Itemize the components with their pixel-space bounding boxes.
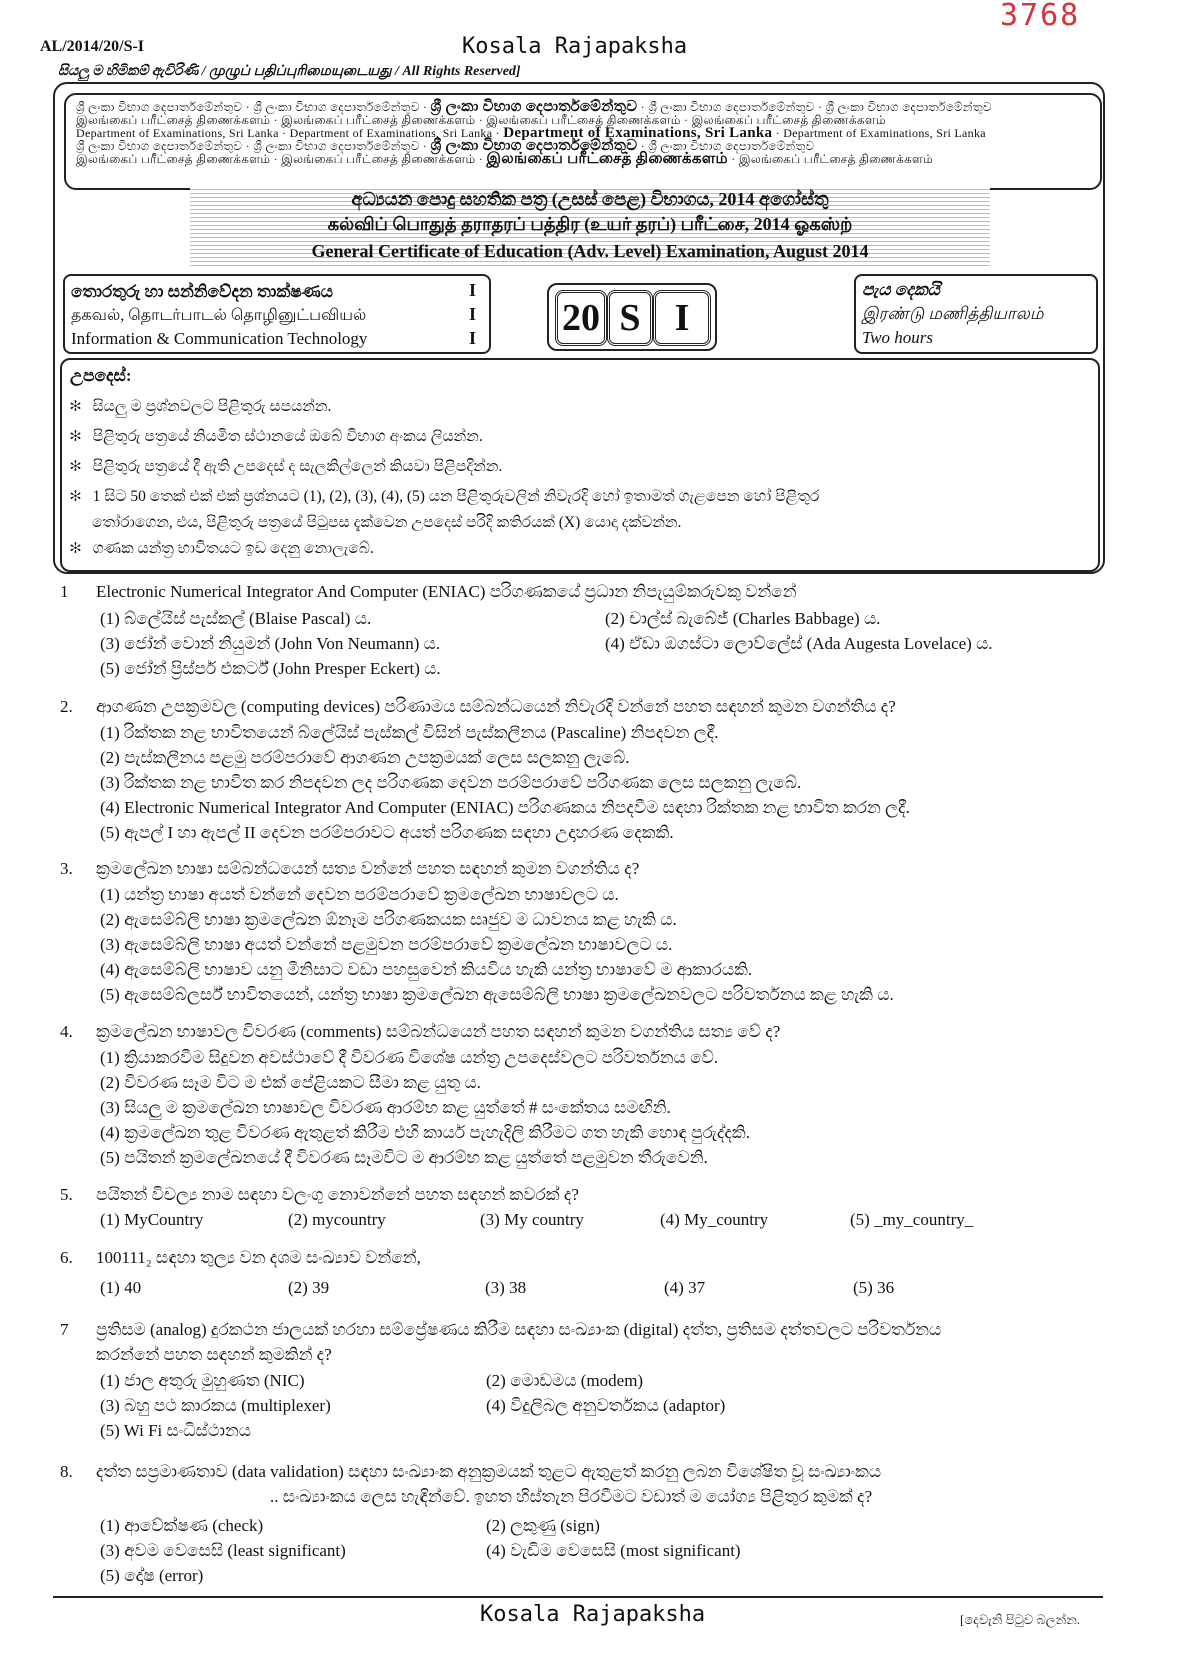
question-7-number: 7 (60, 1320, 69, 1339)
question-3-option-5[interactable]: (5) ඇසෙම්බ්ලර්ස් භාවිතයෙන්, යන්ත්‍ර භාෂා ක්‍රමලේඛන ඇසෙම්බ්ලි භාෂා ක්‍රමලේඛනවලට පරිවර්තනය කළ හැකි ය. (100, 985, 894, 1004)
dept-line-tamil-2: இலங்கைப் பரீட்சைத் திணைக்களம் · இலங்கைப் பரீட்சைத் திணைக்களம் · இலங்கைப் பரீட்சைத் திணைக்களம் · இலங்கைப் பரீட்சைத் திணைக்களம் (76, 151, 934, 167)
code-box-stream: S (607, 290, 653, 346)
department-banner (64, 93, 1102, 190)
instructions-box (60, 358, 1100, 572)
instruction-1: ✻ සියලු ම ප්‍රශ්නවලට පිළිතුරු සපයන්න. (70, 398, 332, 415)
instruction-4: ✻ 1 සිට 50 තෙක් එක් එක් ප්‍රශ්නයට (1), (2), (3), (4), (5) යන පිළිතුරුවලින් නිවැරදි හෝ ඉතාමත් ගැළපෙන හෝ පිළිතුර (70, 488, 820, 505)
question-1-option-5[interactable]: (5) ජෝන් ප්‍රිස්පර් එකර්ට් (John Presper Eckert) ය. (100, 659, 441, 678)
question-7-option-4[interactable]: (4) විදුලිබල අනුවර්තකය (adaptor) (486, 1396, 726, 1415)
question-2-number: 2. (60, 697, 73, 716)
question-4-option-5[interactable]: (5) පයිතන් ක්‍රමලේඛනයේ දී විවරණ සෑමවිට ම ආරම්භ කළ යුත්තේ පළමුවන තීරුවෙනි. (100, 1148, 708, 1167)
instruction-4-cont: තෝරාගෙන, එය, පිළිතුරු පත්‍රයේ පිටුපස දැක්වෙන උපදෙස් පරිදි කතිරයක් (X) යොදා දක්වන්න. (92, 514, 682, 531)
exam-title-sinhala: අධ්‍යයන පොදු සහතික පත්‍ර (උසස් පෙළ) විභාගය, 2014 අගෝස්තු (351, 189, 829, 209)
turn-page-note: [දෙවැනි පිටුව බලන්න. (960, 1612, 1081, 1627)
dept-line-tamil: இலங்கைப் பரீட்சைத் திணைக்களம் · இலங்கைப் பரீட்சைத் திணைக்களம் · இலங்கைப் பரீட்சைத் திணைக்களம் · இலங்கைப் பரீட்சைத் திணைக்களம் (76, 113, 886, 127)
question-7-text-1: ප්‍රතිසම (analog) දුරකථන ජාලයක් හරහා සම්ප්‍රේෂණය කිරීම සඳහා සංඛ්‍යාංක (digital) දත්ත, ප්‍රතිසම දත්තවලට පරිවර්තනය (96, 1320, 942, 1339)
question-7-text-2: කරන්නේ පහත සඳහන් කුමකින් ද? (96, 1345, 332, 1364)
question-5-option-1[interactable]: (1) MyCountry (100, 1210, 204, 1229)
question-5-text: පයිතන් විචල්‍ය නාම සඳහා වලංගු නොවන්නේ පහත සඳහන් කවරක් ද? (96, 1185, 579, 1204)
question-8-option-4[interactable]: (4) වැඩිම වෙසෙසි (most significant) (486, 1541, 741, 1560)
question-8-option-2[interactable]: (2) ලකුණු (sign) (486, 1516, 600, 1535)
question-1-option-3[interactable]: (3) ජෝන් වොන් නියුමන් (John Von Neumann) ය. (100, 634, 441, 653)
subject-box (63, 274, 491, 354)
question-5-number: 5. (60, 1185, 73, 1204)
question-8-number: 8. (60, 1462, 73, 1481)
question-2-option-3[interactable]: (3) රික්තක නළ භාවිත කර නිපදවන ලද පරිගණක දෙවන පරම්පරාවේ පරිගණක ලෙස සලකනු ලැබේ. (100, 773, 802, 792)
question-3-option-3[interactable]: (3) ඇසෙම්බ්ලි භාෂා අයත් වන්නේ පළමුවන පරම්පරාවේ ක්‍රමලේඛන භාෂාවලට ය. (100, 935, 673, 954)
paper-code: AL/2014/20/S-I (40, 38, 145, 55)
dept-line-sinhala: ශ්‍රී ලංකා විභාග දෙපාර්තමේන්තුව · ශ්‍රී ලංකා විභාග දෙපාර්තමේන්තුව · ශ්‍රී ලංකා විභාග දෙපාර්තමේන්තුව · ශ්‍රී ලංකා විභාග දෙපාර්තමේන්තුව · ශ්‍රී ලංකා විභාග දෙපාර්තමේන්තුව (76, 99, 992, 115)
question-8-option-3[interactable]: (3) අවම වෙසෙසි (least significant) (100, 1541, 346, 1560)
instruction-2: ✻ පිළිතුරු පත්‍රයේ නියමිත ස්ථානයේ ඔබේ විභාග අංකය ලියන්න. (70, 428, 483, 445)
dept-line-english: Department of Examinations, Sri Lanka · Department of Examinations, Sri Lanka · Department of Examinations, Sri Lanka · Department of Examinations, Sri Lanka (76, 125, 986, 141)
subject-tamil: தகவல், தொடர்பாடல் தொழினுட்பவியல் (71, 307, 367, 324)
subject-part-3: I (469, 328, 477, 348)
owner-name-top: Kosala Rajapaksha (462, 34, 688, 59)
question-1-text: Electronic Numerical Integrator And Computer (ENIAC) පරිගණකයේ ප්‍රධාන නිපැයුම්කරුවකු වන්නේ (96, 582, 797, 601)
exam-title-tamil: கல்விப் பொதுத் தராதரப் பத்திர (உயர் தரப்) பரீட்சை, 2014 ஓகஸ்ற் (327, 214, 853, 234)
question-1-number: 1 (60, 582, 69, 601)
question-2-option-1[interactable]: (1) රික්තක නළ භාවිතයෙන් බ්ලේයිස් පැස්කල් විසින් පැස්කලීනය (Pascaline) නිපදවන ලදී. (100, 723, 719, 742)
question-3-option-4[interactable]: (4) ඇසෙම්බ්ලි භාෂාව යනු මිනිසාට වඩා පහසුවෙන් කියවිය හැකි යන්ත්‍ර භාෂාවේ ම ආකාරයකි. (100, 960, 753, 979)
dept-line-sinhala-2: ශ්‍රී ලංකා විභාග දෙපාර්තමේන්තුව · ශ්‍රී ලංකා විභාග දෙපාර්තමේන්තුව · ශ්‍රී ලංකා විභාග දෙපාර්තමේන්තුව · ශ්‍රී ලංකා විභාග දෙපාර්තමේන්තුව (76, 138, 815, 154)
subject-part-1: I (469, 280, 477, 300)
question-7-option-1[interactable]: (1) ජාල අතුරු මුහුණත (NIC) (100, 1371, 305, 1390)
bottom-rule (53, 1596, 1103, 1598)
question-6-number: 6. (60, 1248, 73, 1267)
instruction-5: ✻ ගණක යන්ත්‍ර භාවිතයට ඉඩ දෙනු නොලැබේ. (70, 540, 374, 557)
question-5-option-4[interactable]: (4) My_country (660, 1210, 769, 1229)
instructions-heading: උපදෙස්: (70, 366, 132, 385)
question-2-option-4[interactable]: (4) Electronic Numerical Integrator And Computer (ENIAC) පරිගණකය නිපදවීම සඳහා රික්තක නළ භාවිත කරන ලදී. (100, 798, 910, 817)
question-2-option-5[interactable]: (5) ඇපල් I හා ඇපල් II දෙවන පරම්පරාවට අයත් පරිගණක සඳහා උදාහරණ දෙකකි. (100, 823, 674, 842)
duration-sinhala: පැය දෙකයි (862, 280, 940, 299)
question-4-text: ක්‍රමලේඛන භාෂාවල විවරණ (comments) සම්බන්ධයෙන් පහත සඳහන් කුමන වගන්තිය සත්‍ය වේ ද? (96, 1022, 781, 1041)
code-box-part: I (653, 290, 711, 346)
question-3-option-2[interactable]: (2) ඇසෙම්බ්ලි භාෂා ක්‍රමලේඛන ඕනෑම පරිගණකයක සෘජුව ම ධාවනය කළ හැකි ය. (100, 910, 677, 929)
question-3-number: 3. (60, 859, 73, 878)
question-8-text-2: .. සංඛ්‍යාංකය ලෙස හැඳින්වේ. ඉහත හිස්තැන පිරවීමට වඩාත් ම යෝග්‍ය පිළිතුර කුමක් ද? (270, 1487, 873, 1506)
subject-sinhala: තොරතුරු හා සන්නිවේදන තාක්ෂණය (71, 282, 333, 301)
question-4-number: 4. (60, 1022, 73, 1041)
question-4-option-1[interactable]: (1) ක්‍රියාකරවීම සිදුවන අවස්ථාවේ දී විවරණ විශේෂ යන්ත්‍ර උපදෙස්වලට පරිවර්තනය වේ. (100, 1048, 719, 1067)
question-5-option-3[interactable]: (3) My country (480, 1210, 584, 1229)
question-7-option-3[interactable]: (3) බහු පථ කාරකය (multiplexer) (100, 1396, 331, 1415)
question-2-option-2[interactable]: (2) පැස්කලීනය පළමු පරම්පරාවේ ආගණන උපක්‍රමයක් ලෙස සලකනු ලැබේ. (100, 748, 630, 767)
question-3-option-1[interactable]: (1) යන්ත්‍ර භාෂා අයත් වන්නේ දෙවන පරම්පරාවේ ක්‍රමලේඛන භාෂාවලට ය. (100, 885, 619, 904)
duration-box (854, 274, 1098, 354)
question-6-option-5[interactable]: (5) 36 (853, 1278, 895, 1297)
paper-code-group (547, 283, 717, 351)
code-box-subject: 20 (555, 290, 607, 346)
question-5-option-5[interactable]: (5) _my_country_ (850, 1210, 974, 1229)
question-6-option-3[interactable]: (3) 38 (485, 1278, 527, 1297)
handwritten-number: 3768 (1000, 0, 1081, 33)
question-6-option-2[interactable]: (2) 39 (288, 1278, 330, 1297)
question-3-text: ක්‍රමලේඛන භාෂා සම්බන්ධයෙන් සත්‍ය වන්නේ පහත සඳහන් කුමන වගන්තිය ද? (96, 859, 640, 878)
question-1-option-2[interactable]: (2) චාල්ස් බැබේජ් (Charles Babbage) ය. (605, 609, 881, 628)
question-6-option-1[interactable]: (1) 40 (100, 1278, 142, 1297)
question-1-option-4[interactable]: (4) ඒඩා ඔගස්ටා ලොව්ලේස් (Ada Augesta Lovelace) ය. (605, 634, 993, 653)
question-5-option-2[interactable]: (2) mycountry (288, 1210, 386, 1229)
question-6-option-4[interactable]: (4) 37 (664, 1278, 706, 1297)
question-7-option-2[interactable]: (2) මොඩමය (modem) (486, 1371, 644, 1390)
subject-english: Information & Communication Technology (71, 329, 368, 348)
question-8-option-1[interactable]: (1) ආවේක්ෂණ (check) (100, 1516, 264, 1535)
duration-tamil: இரண்டு மணித்தியாலம் (862, 304, 1044, 323)
owner-name-bottom: Kosala Rajapaksha (480, 1602, 706, 1627)
subject-part-2: I (469, 304, 477, 324)
exam-title-english: General Certificate of Education (Adv. Level) Examination, August 2014 (311, 241, 869, 261)
question-1-option-1[interactable]: (1) බ්ලේයිස් පැස්කල් (Blaise Pascal) ය. (100, 609, 372, 628)
question-4-option-4[interactable]: (4) ක්‍රමලේඛන තුළ විවරණ ඇතුළත් කිරීම එහි කාර්ය පැහැදිලි කිරීමට ගත හැකි හොඳ පුරුද්දකි. (100, 1123, 750, 1142)
question-4-option-3[interactable]: (3) සියලු ම ක්‍රමලේඛන භාෂාවල විවරණ ආරම්භ කළ යුත්තේ # සංකේතය සමඟිනි. (100, 1098, 671, 1117)
question-2-text: ආගණන උපක්‍රමවල (computing devices) පරිණාමය සම්බන්ධයෙන් නිවැරදි වන්නේ පහත සඳහන් කුමන වගන්තිය ද? (96, 697, 896, 716)
instruction-3: ✻ පිළිතුරු පත්‍රයේ දී ඇති උපදෙස් ද සැලකිල්ලෙන් කියවා පිළිපදින්න. (70, 458, 503, 475)
duration-english: Two hours (862, 328, 934, 347)
question-6-text: 100111₂ සඳහා තුල්‍ය වන දශම සංඛ්‍යාව වන්නේ, (96, 1248, 421, 1267)
rights-notice: සියලු ම හිමිකම් ඇවිරිණි / முழுப் பதிப்புரிமையுடையது / All Rights Reserved] (58, 64, 521, 79)
question-8-text-1: දත්ත සප්‍රමාණතාව (data validation) සඳහා සංඛ්‍යාංක අනුක්‍රමයක් තුළට ඇතුළත් කරනු ලබන විශේෂිත වූ සංඛ්‍යාංකය (96, 1462, 882, 1481)
question-8-option-5[interactable]: (5) දෝෂ (error) (100, 1566, 204, 1585)
question-7-option-5[interactable]: (5) Wi Fi සංධිස්ථානය (100, 1421, 252, 1440)
question-4-option-2[interactable]: (2) විවරණ සෑම විට ම එක් පේළියකට සීමා කළ යුතු ය. (100, 1073, 481, 1092)
